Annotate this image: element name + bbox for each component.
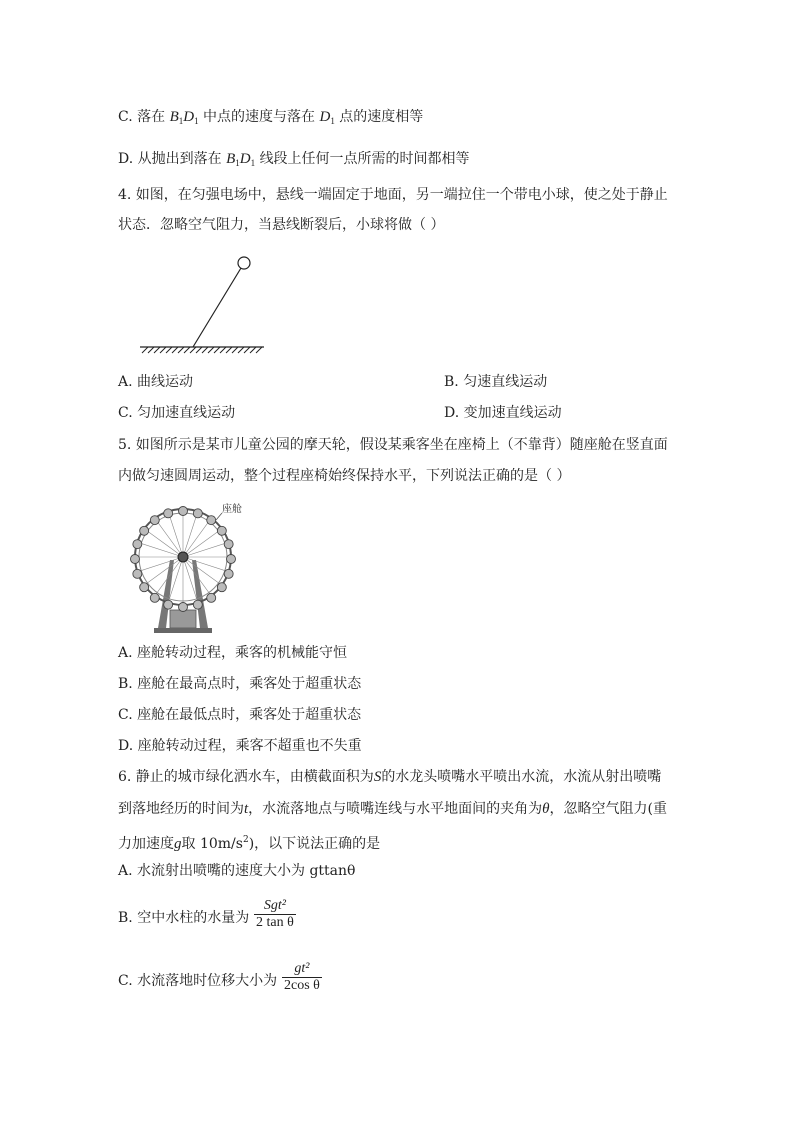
q6-stem-line1 [118, 767, 661, 787]
q3-option-c-lead: C. 落在 [118, 109, 166, 125]
cabin [224, 569, 233, 578]
q4-stem-line2: 状态．忽略空气阻力，当悬线断裂后，小球将做（ ） [118, 217, 445, 233]
fraction-denominator: 2 tan θ [256, 915, 294, 930]
ground-hatching [142, 347, 262, 353]
q6-stem-line1-b: 的水龙头喷嘴水平喷出水流，水流从射出喷嘴 [381, 769, 662, 785]
cabin [164, 600, 173, 609]
q4-figure-charged-ball [138, 254, 268, 356]
cabin [217, 526, 226, 535]
q3-option-c [118, 107, 423, 131]
q4-option-d: D. 变加速直线运动 [444, 405, 562, 421]
q6-stem-line1-a: 6. 静止的城市绿化洒水车，由横截面积为 [118, 769, 374, 785]
cabin-label: 座舱 [222, 504, 242, 515]
charged-ball [238, 257, 250, 269]
q4-option-a: A. 曲线运动 [118, 374, 194, 390]
symbol-d: $D_1$ [319, 109, 335, 126]
cabin [207, 593, 216, 602]
q6-stem-line3-a: 力加速度 [118, 836, 174, 852]
q6-stem-line2-a: 到落地经历的时间为 [118, 801, 244, 817]
cabin [164, 509, 173, 518]
q5-figure-ferris-wheel [118, 500, 248, 635]
cabin [140, 526, 149, 535]
fraction-numerator: Sgt² [263, 898, 286, 913]
fraction-numerator: gt² [294, 961, 310, 976]
spoke [183, 529, 222, 557]
spoke [183, 557, 229, 572]
q3-option-c-mid: 中点的速度与落在 [203, 109, 316, 125]
symbol-b: $B_1D_1$ [169, 109, 199, 126]
q5-option-d: D. 座舱转动过程，乘客不超重也不失重 [118, 738, 362, 754]
wheel-hub [178, 552, 188, 562]
q5-option-b: B. 座舱在最高点时，乘客处于超重状态 [118, 676, 362, 692]
cabin [224, 540, 233, 549]
cabin [150, 516, 159, 525]
spoke [155, 518, 183, 557]
symbol-s: S [373, 769, 382, 785]
q5-option-a: A. 座舱转动过程，乘客的机械能守恒 [118, 645, 348, 661]
base-station [170, 610, 196, 628]
symbol-theta: θ [542, 801, 550, 817]
spoke [144, 557, 183, 585]
spoke [144, 529, 183, 557]
symbol-t: t [244, 801, 249, 817]
q6-option-b-fraction [254, 898, 296, 931]
spoke [137, 542, 183, 557]
q4-option-c: C. 匀加速直线运动 [118, 405, 236, 421]
q5-option-c: C. 座舱在最低点时，乘客处于超重状态 [118, 707, 362, 723]
q3-option-d-lead: D. 从抛出到落在 [118, 151, 222, 167]
q5-stem-line2: 内做匀速圆周运动，整个过程座椅始终保持水平，下列说法正确的是（ ） [118, 468, 571, 484]
q6-option-a: A. 水流射出喷嘴的速度大小为 gttanθ [118, 863, 356, 879]
spoke [137, 557, 183, 572]
exponent-2: 2 [242, 835, 249, 845]
q6-stem-line2-b: ，水流落地点与喷嘴连线与水平地面间的夹角为 [248, 801, 543, 817]
spoke [183, 518, 211, 557]
q3-option-d [118, 149, 470, 173]
q3-option-c-tail: 点的速度相等 [339, 109, 424, 125]
cabin [193, 509, 202, 518]
q4-option-b: B. 匀速直线运动 [444, 374, 548, 390]
q6-stem-line3-b: 取 10m/s [181, 836, 243, 852]
q4-stem-line1: 4. 如图，在匀强电场中，悬线一端固定于地面，另一端拉住一个带电小球，使之处于静止 [118, 187, 668, 203]
q6-stem-line3 [118, 830, 380, 854]
q6-stem-line2 [118, 799, 667, 819]
cabin [133, 540, 142, 549]
q6-stem-line3-c: )，以下说法正确的是 [248, 836, 381, 852]
cabin [140, 583, 149, 592]
cabin [131, 555, 140, 564]
q6-option-c-text: C. 水流落地时位移大小为 [118, 973, 278, 989]
spoke [183, 511, 198, 557]
cabin [150, 593, 159, 602]
cabin [179, 603, 188, 612]
spoke [168, 511, 183, 557]
q6-option-c-fraction [282, 961, 322, 994]
cabin [207, 516, 216, 525]
cabin [227, 555, 236, 564]
spoke [183, 542, 229, 557]
q5-stem-line1: 5. 如图所示是某市儿童公园的摩天轮，假设某乘客坐在座椅上（不靠背）随座舱在竖直面 [118, 437, 668, 453]
cabin [193, 600, 202, 609]
symbol-g: g [174, 836, 182, 852]
cabin [133, 569, 142, 578]
symbol-b1d1: $B_1D_1$ [226, 151, 256, 168]
cabin [179, 507, 188, 516]
cabin [217, 583, 226, 592]
fraction-denominator: 2cos θ [284, 978, 320, 993]
suspension-thread [193, 268, 241, 347]
q6-stem-line2-c: ，忽略空气阻力(重 [549, 801, 668, 817]
q6-option-b-text: B. 空中水柱的水量为 [118, 910, 250, 926]
spoke [183, 557, 222, 585]
q3-option-d-tail: 线段上任何一点所需的时间都相等 [259, 151, 470, 167]
base-platform [154, 628, 212, 633]
